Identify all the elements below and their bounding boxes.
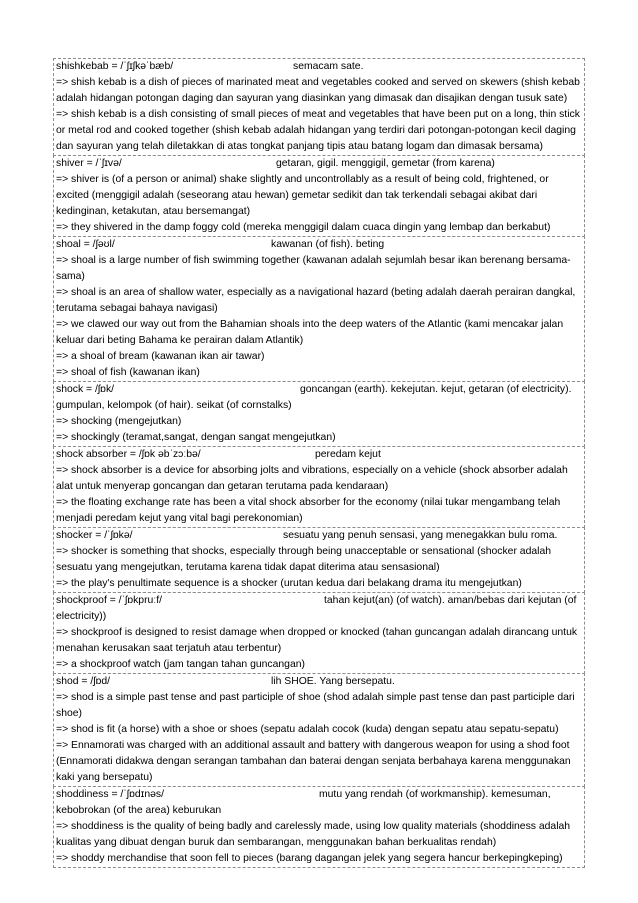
translation: tahan kejut(an) (of watch). aman/bebas dari kejutan (of electricity)) bbox=[56, 595, 577, 622]
entry-header bbox=[56, 59, 582, 75]
entry-line: => shocker is something that shocks, especially through being unacceptable or sensational (shocker adalah sesuatu yang mengejutkan, terutama karena tidak dapat diterima atau sensasional) bbox=[56, 546, 552, 573]
dictionary-entry bbox=[53, 786, 585, 868]
entry-line: => shockproof is designed to resist damage when dropped or knocked (tahan guncangan adalah dirancang untuk menahan kerusakan saat terjatuh atau terbentur) bbox=[56, 627, 578, 654]
entry-line: => shoddy merchandise that soon fell to pieces (barang dagangan jelek yang segera hancur berkepingkeping) bbox=[56, 853, 563, 864]
entry-line: => shoal is an area of shallow water, especially as a navigational hazard (beting adalah daerah perairan dangkal, terutama sebagai bahaya navigasi) bbox=[56, 287, 576, 314]
dictionary-entry bbox=[53, 236, 585, 382]
entry-header bbox=[56, 593, 582, 625]
entry-line: => we clawed our way out from the Bahamian shoals into the deep waters of the Atlantic (kami mencakar jalan keluar dari beting Bahama ke perairan dalam Atlantik) bbox=[56, 319, 564, 346]
dictionary-entry bbox=[53, 592, 585, 674]
entry-header bbox=[56, 528, 582, 544]
headword: shod = /ʃɒd/ bbox=[56, 676, 111, 687]
entry-line: => Ennamorati was charged with an additional assault and battery with dangerous weapon for using a shod foot (Ennamorati didakwa dengan serangan tambahan dan baterai dengan senjata berbahaya karena menggunakan kaki yang bersepatu) bbox=[56, 740, 571, 783]
entry-line: => shish kebab is a dish consisting of small pieces of meat and vegetables that have been put on a long, thin stick or metal rod and cooked together (shish kebab adalah hidangan yang terdiri dari potongan-potongan kecil daging dan sayuran yang telah diletakkan di atas tongkat panjang tipis atau batang logam dan dimasak bersama) bbox=[56, 109, 580, 152]
entry-line: => shock absorber is a device for absorbing jolts and vibrations, especially on a vehicle (shock absorber adalah alat untuk menyerap goncangan dan getaran terutama pada kendaraan) bbox=[56, 465, 568, 492]
entry-header bbox=[56, 237, 582, 253]
headword: shockproof = /ˈʃɒkpruːf/ bbox=[56, 595, 162, 606]
entry-line: => they shivered in the damp foggy cold (mereka menggigil dalam cuaca dingin yang lembap dan berkabut) bbox=[56, 222, 551, 233]
translation: sesuatu yang penuh sensasi, yang menegakkan bulu roma. bbox=[283, 530, 558, 541]
headword: shocker = /ˈʃɒkə/ bbox=[56, 530, 133, 541]
entry-line: => shod is fit (a horse) with a shoe or shoes (sepatu adalah cocok (kuda) dengan sepatu atau sepatu-sepatu) bbox=[56, 724, 559, 735]
entry-header bbox=[56, 674, 582, 690]
entry-line: => shocking (mengejutkan) bbox=[56, 416, 182, 427]
entry-line: => shiver is (of a person or animal) shake slightly and uncontrollably as a result of being cold, frightened, or excited (menggigil adalah (seseorang atau hewan) gemetar sedikit dan tak terkendali sebagai akibat dari kedinginan, ketakutan, atau bersemangat) bbox=[56, 174, 549, 217]
dictionary-entry bbox=[53, 155, 585, 237]
translation: goncangan (earth). kekejutan. kejut, getaran (of electricity). gumpulan, kelompok (of hair). seikat (of cornstalks) bbox=[56, 384, 572, 411]
headword: shishkebab = /ˈʃɪʃkəˈbæb/ bbox=[56, 61, 174, 72]
entry-line: => a shockproof watch (jam tangan tahan guncangan) bbox=[56, 659, 305, 670]
translation: kawanan (of fish). beting bbox=[271, 239, 385, 250]
headword: shock absorber = /ʃɒk əbˈzɔːbə/ bbox=[56, 449, 201, 460]
entry-header bbox=[56, 382, 582, 414]
translation: peredam kejut bbox=[315, 449, 381, 460]
dictionary-entry bbox=[53, 446, 585, 528]
dictionary-page bbox=[53, 58, 585, 868]
headword: shoal = /ʃəʊl/ bbox=[56, 239, 115, 250]
translation: semacam sate. bbox=[293, 61, 364, 72]
headword: shiver = /ˈʃɪvə/ bbox=[56, 158, 122, 169]
translation: lih SHOE. Yang bersepatu. bbox=[271, 676, 395, 687]
entry-line: => shod is a simple past tense and past participle of shoe (shod adalah simple past tense dan past participle dari shoe) bbox=[56, 692, 575, 719]
dictionary-entry bbox=[53, 673, 585, 787]
entry-line: => shish kebab is a dish of pieces of marinated meat and vegetables cooked and served on skewers (shish kebab adalah hidangan potongan daging dan sayuran yang diasinkan yang dimasak dan disajikan dengan tusuk sate) bbox=[56, 77, 580, 104]
entry-header bbox=[56, 156, 582, 172]
entry-line: => the floating exchange rate has been a vital shock absorber for the economy (nilai tukar mengambang telah menjadi peredam kejut yang vital bagi perekonomian) bbox=[56, 497, 561, 524]
entry-line: => shoal of fish (kawanan ikan) bbox=[56, 367, 200, 378]
entry-line: => shoddiness is the quality of being badly and carelessly made, using low quality materials (shoddiness adalah kualitas yang dibuat dengan buruk dan sembarangan, menggunakan bahan berkualitas rendah) bbox=[56, 821, 571, 848]
entry-line: => a shoal of bream (kawanan ikan air tawar) bbox=[56, 351, 265, 362]
dictionary-entry bbox=[53, 527, 585, 593]
headword: shoddiness = /ˈʃɒdɪnəs/ bbox=[56, 789, 164, 800]
entry-header bbox=[56, 447, 582, 463]
entry-header bbox=[56, 787, 582, 819]
dictionary-entry bbox=[53, 381, 585, 447]
entry-line: => shockingly (teramat,sangat, dengan sangat mengejutkan) bbox=[56, 432, 336, 443]
entry-line: => the play's penultimate sequence is a shocker (urutan kedua dari belakang drama itu mengejutkan) bbox=[56, 578, 522, 589]
headword: shock = /ʃɒk/ bbox=[56, 384, 115, 395]
translation: mutu yang rendah (of workmanship). kemesuman, kebobrokan (of the area) keburukan bbox=[56, 789, 551, 816]
entry-line: => shoal is a large number of fish swimming together (kawanan adalah sejumlah besar ikan berenang bersama-sama) bbox=[56, 255, 571, 282]
dictionary-entry bbox=[53, 58, 585, 156]
translation: getaran, gigil. menggigil, gemetar (from karena) bbox=[276, 158, 495, 169]
